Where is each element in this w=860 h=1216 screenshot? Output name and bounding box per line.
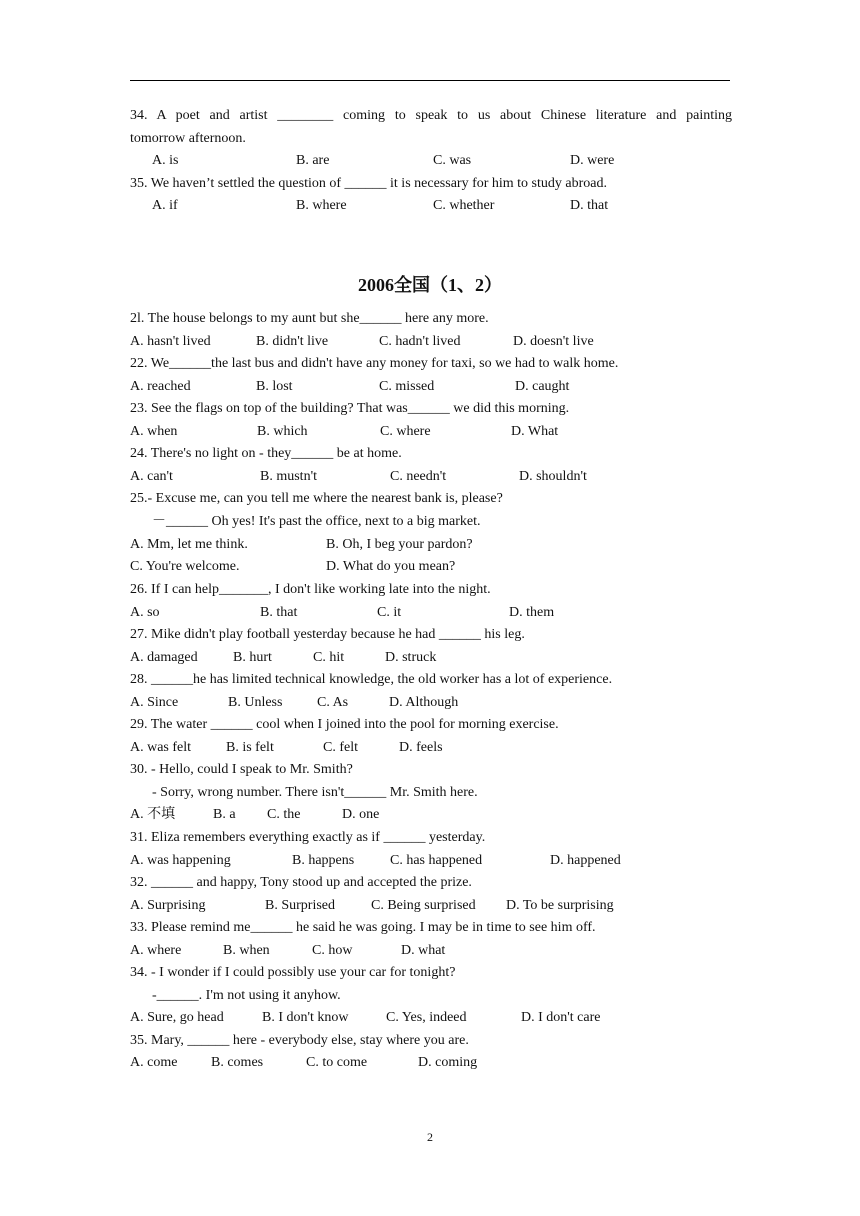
question-27-stem: 27. Mike didn't play football yesterday because he had ______ his leg. [130, 627, 525, 642]
option-c: C. Yes, indeed [386, 1010, 467, 1025]
question-34b-options [130, 1009, 730, 1027]
question-35b-options [130, 1054, 730, 1072]
question-22-stem: 22. We______the last bus and didn't have any money for taxi, so we had to walk home. [130, 356, 619, 371]
question-25-stem: 25.- Excuse me, can you tell me where the nearest bank is, please? [130, 491, 503, 506]
option-d: D. What [511, 424, 559, 439]
option-a: A. come [130, 1055, 178, 1070]
question-34-stem-line2: tomorrow afternoon. [130, 131, 246, 146]
option-a: A. hasn't lived [130, 334, 211, 349]
option-b: B. that [260, 605, 298, 620]
question-24-stem: 24. There's no light on - they______ be at home. [130, 446, 402, 461]
option-c: C. hadn't lived [379, 334, 461, 349]
option-c: C. where [380, 424, 431, 439]
option-b: B. Surprised [265, 898, 335, 913]
option-c: C. has happened [390, 853, 483, 868]
question-29-options [130, 739, 730, 757]
question-25-options-row1 [130, 536, 730, 554]
option-a: A. if [152, 198, 178, 213]
question-28-options [130, 694, 730, 712]
option-a: A. Since [130, 695, 179, 710]
option-d: D. Although [389, 695, 459, 710]
option-d: D. caught [515, 379, 570, 394]
option-b: B. I don't know [262, 1010, 349, 1025]
question-35b-stem: 35. Mary, ______ here - everybody else, stay where you are. [130, 1033, 469, 1048]
page-number: 2 [427, 1130, 433, 1144]
option-d: D. them [509, 605, 555, 620]
option-b: B. is felt [226, 740, 274, 755]
option-d: D. that [570, 198, 609, 213]
option-d: D. struck [385, 650, 437, 665]
question-35-options [130, 197, 730, 215]
option-d: D. feels [399, 740, 443, 755]
option-d: D. doesn't live [513, 334, 594, 349]
option-a: A. when [130, 424, 178, 439]
question-26-options [130, 604, 730, 622]
question-21-options [130, 333, 730, 351]
option-b: B. are [296, 153, 330, 168]
option-b: B. which [257, 424, 308, 439]
option-b: B. hurt [233, 650, 272, 665]
option-c: C. it [377, 605, 402, 620]
question-23-options [130, 423, 730, 441]
question-25-reply: －______ Oh yes! It's past the office, next to a big market. [152, 514, 481, 529]
option-a: A. Sure, go head [130, 1010, 224, 1025]
question-34b-reply: -______. I'm not using it anyhow. [152, 988, 341, 1003]
option-d: D. shouldn't [519, 469, 587, 484]
option-d: D. one [342, 807, 380, 822]
option-c: C. missed [379, 379, 435, 394]
option-a: A. reached [130, 379, 191, 394]
question-30-reply: - Sorry, wrong number. There isn't______ Mr. Smith here. [152, 785, 478, 800]
option-b: B. lost [256, 379, 293, 394]
option-b: B. didn't live [256, 334, 329, 349]
option-b: B. comes [211, 1055, 264, 1070]
option-c: C. You're welcome. [130, 559, 240, 574]
option-d: D. what [401, 943, 446, 958]
option-c: C. was [433, 153, 472, 168]
option-a: A. Mm, let me think. [130, 537, 248, 552]
question-33-options [130, 942, 730, 960]
question-24-options [130, 468, 730, 486]
question-31-options [130, 852, 730, 870]
option-d: D. were [570, 153, 615, 168]
question-34-stem-line1: 34. A poet and artist ________ coming to speak to us about Chinese literature and painting [130, 108, 732, 123]
option-b: B. Oh, I beg your pardon? [326, 537, 473, 552]
question-32-stem: 32. ______ and happy, Tony stood up and accepted the prize. [130, 875, 472, 890]
option-c: C. whether [433, 198, 495, 213]
option-a: A. can't [130, 469, 173, 484]
question-33-stem: 33. Please remind me______ he said he was going. I may be in time to see him off. [130, 920, 596, 935]
option-b: B. happens [292, 853, 355, 868]
question-32-options [130, 897, 730, 915]
option-d: D. What do you mean? [326, 559, 456, 574]
option-b: B. Unless [228, 695, 283, 710]
option-b: B. mustn't [260, 469, 317, 484]
option-c: C. felt [323, 740, 358, 755]
option-b: B. when [223, 943, 270, 958]
option-c: C. Being surprised [371, 898, 476, 913]
option-a: A. so [130, 605, 160, 620]
option-c: C. needn't [390, 469, 447, 484]
option-a: A. Surprising [130, 898, 206, 913]
option-a: A. 不填 [130, 807, 176, 822]
question-21-stem: 2l. The house belongs to my aunt but she______ here any more. [130, 311, 489, 326]
option-c: C. how [312, 943, 353, 958]
option-c: C. to come [306, 1055, 368, 1070]
option-c: C. the [267, 807, 301, 822]
section-title: 2006全国（1、2） [358, 275, 502, 295]
option-d: D. To be surprising [506, 898, 614, 913]
question-28-stem: 28. ______he has limited technical knowledge, the old worker has a lot of experience. [130, 672, 613, 687]
option-a: A. damaged [130, 650, 198, 665]
question-31-stem: 31. Eliza remembers everything exactly as if ______ yesterday. [130, 830, 486, 845]
option-d: D. coming [418, 1055, 478, 1070]
question-34-options [130, 152, 730, 170]
option-a: A. where [130, 943, 182, 958]
option-b: B. a [213, 807, 236, 822]
option-a: A. is [152, 153, 179, 168]
option-b: B. where [296, 198, 347, 213]
option-c: C. As [317, 695, 349, 710]
header-rule [130, 80, 730, 81]
question-27-options [130, 649, 730, 667]
question-30-options [130, 806, 730, 824]
question-26-stem: 26. If I can help_______, I don't like working late into the night. [130, 582, 491, 597]
option-d: D. I don't care [521, 1010, 601, 1025]
question-29-stem: 29. The water ______ cool when I joined into the pool for morning exercise. [130, 717, 559, 732]
option-a: A. was felt [130, 740, 192, 755]
option-a: A. was happening [130, 853, 231, 868]
question-25-options-row2 [130, 558, 730, 576]
question-23-stem: 23. See the flags on top of the building? That was______ we did this morning. [130, 401, 570, 416]
question-22-options [130, 378, 730, 396]
question-35-stem: 35. We haven’t settled the question of ______ it is necessary for him to study abroad. [130, 176, 607, 191]
option-c: C. hit [313, 650, 345, 665]
question-34b-stem: 34. - I wonder if I could possibly use your car for tonight? [130, 965, 456, 980]
question-30-stem: 30. - Hello, could I speak to Mr. Smith? [130, 762, 353, 777]
option-d: D. happened [550, 853, 621, 868]
